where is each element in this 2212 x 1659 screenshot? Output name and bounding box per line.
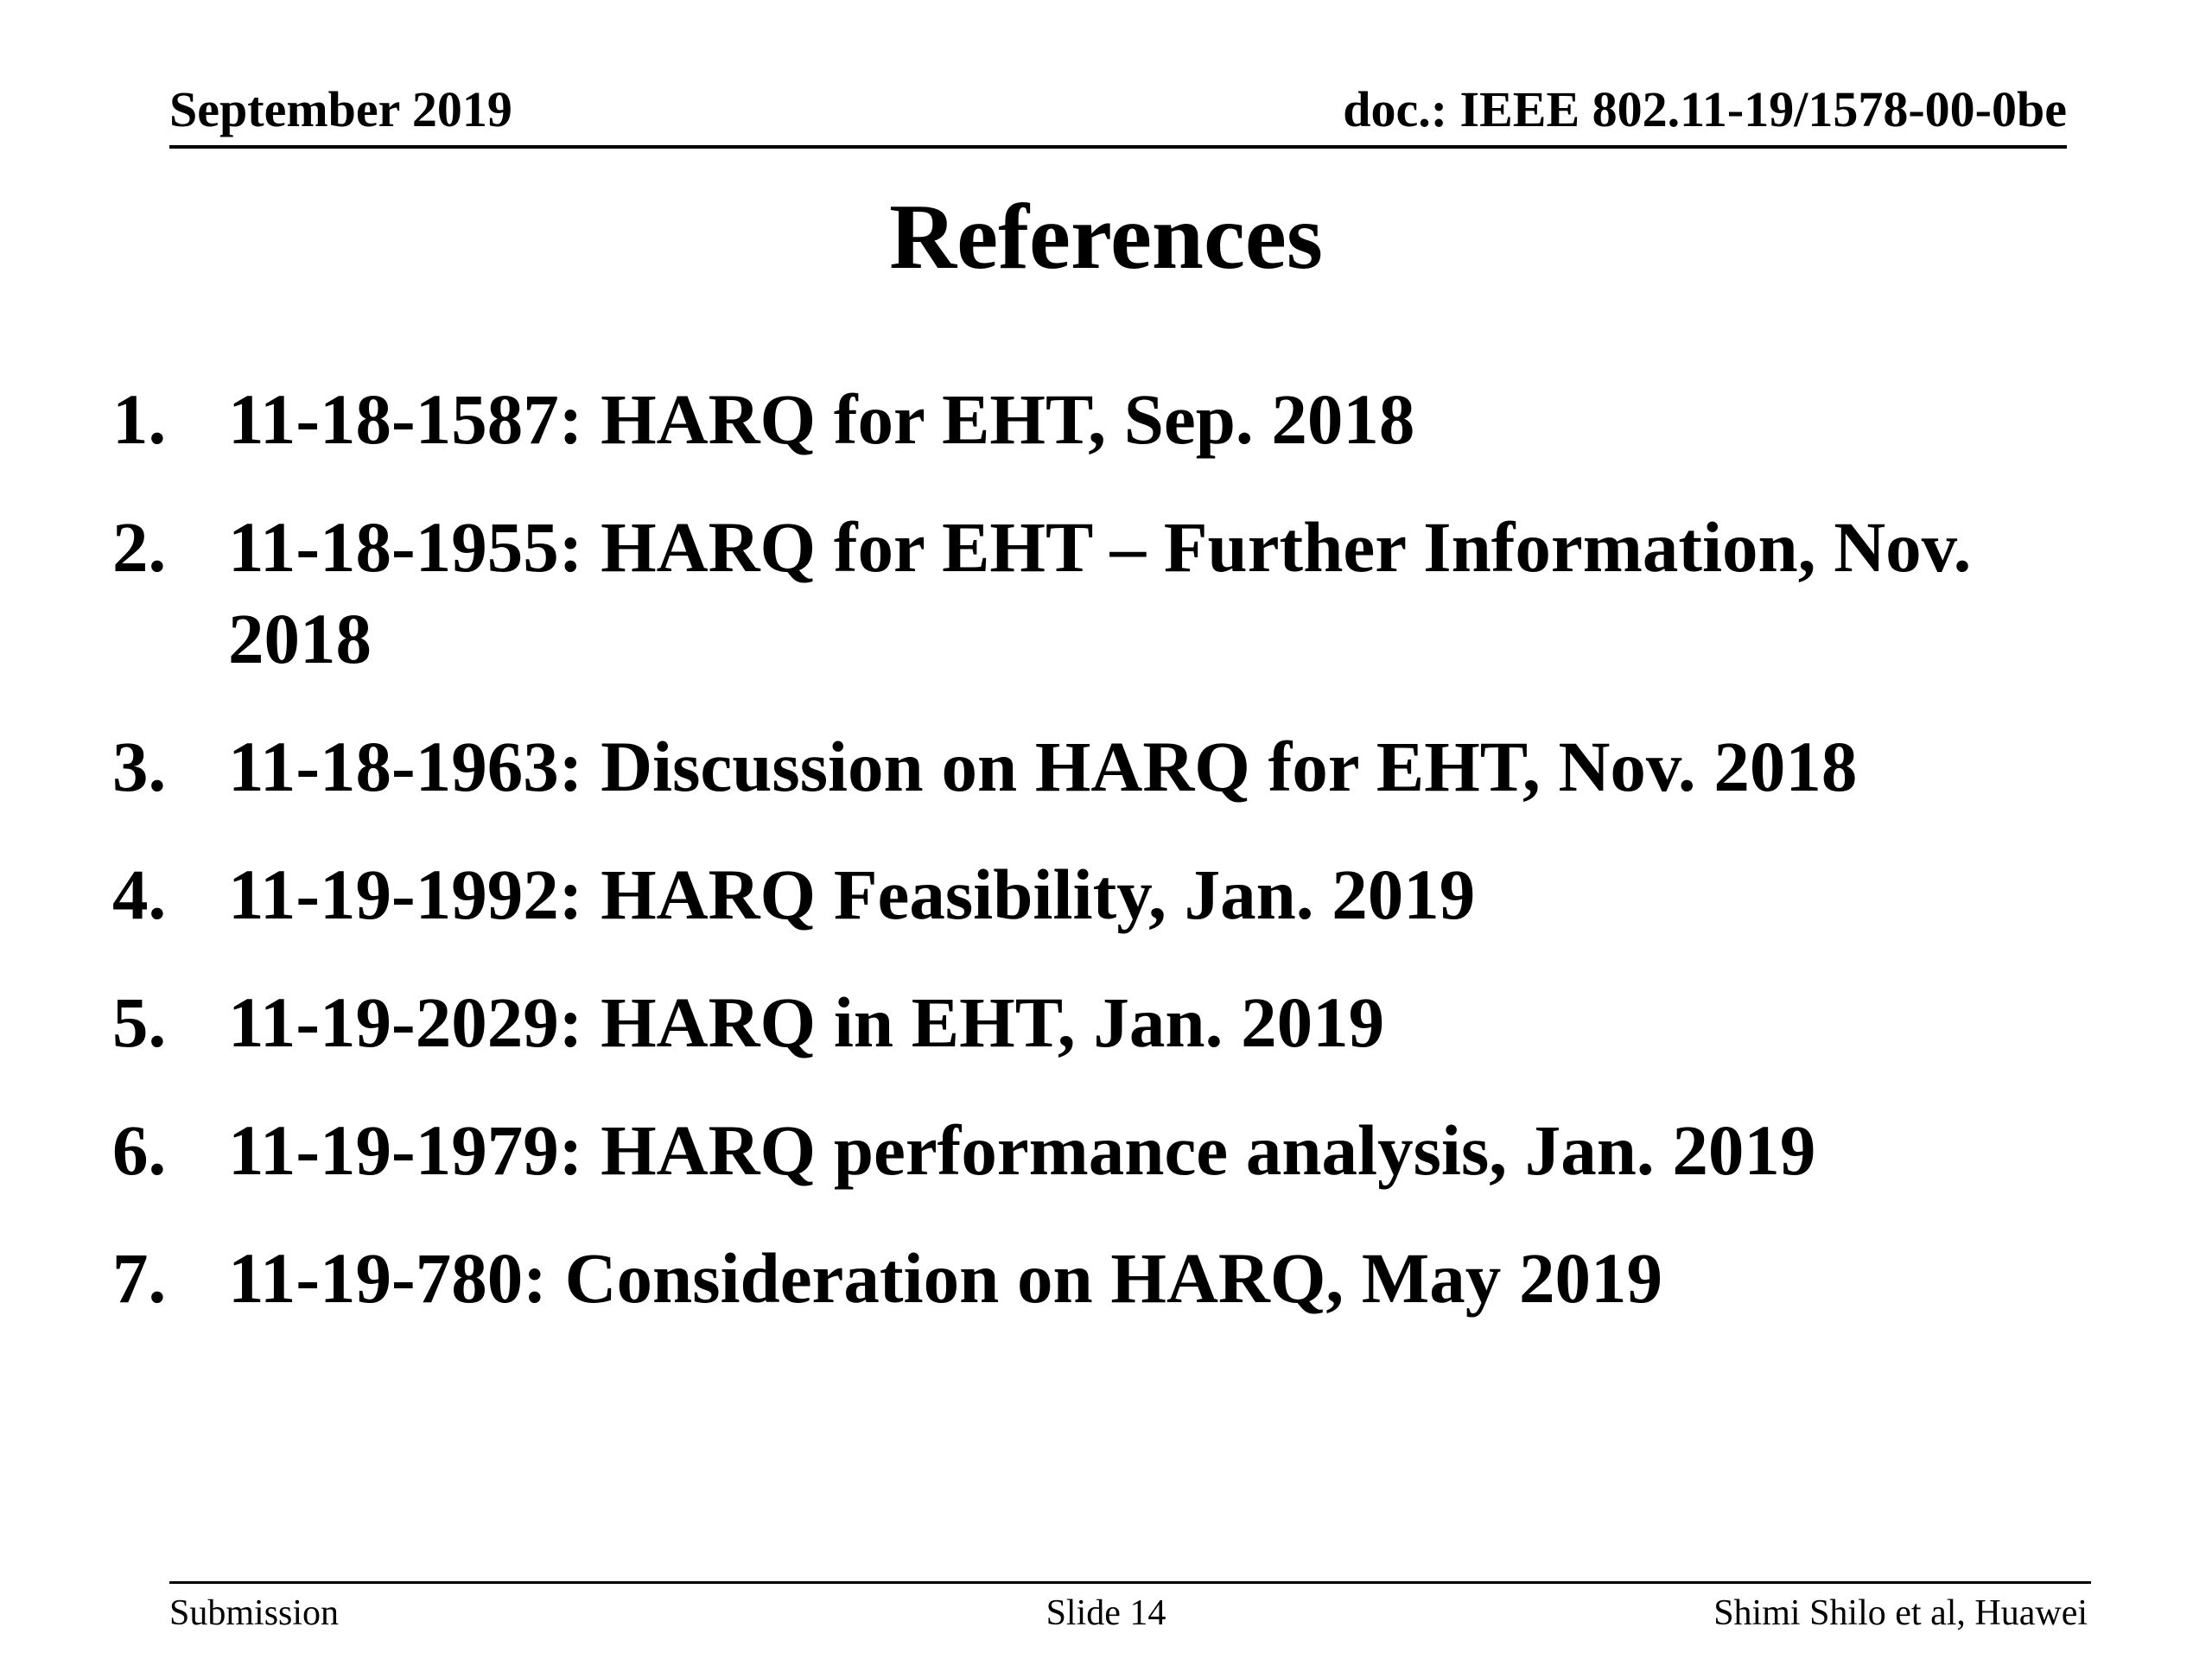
reference-item-1 <box>112 373 2091 465</box>
reference-list <box>112 373 2091 1360</box>
reference-text: 11-18-1963: Discussion on HARQ for EHT, Nov. 2018 <box>228 727 1858 806</box>
reference-text: 11-19-780: Consideration on HARQ, May 2019 <box>228 1238 1662 1318</box>
page-title: References <box>889 186 1323 289</box>
reference-text: 11-18-1587: HARQ for EHT, Sep. 2018 <box>228 379 1415 459</box>
reference-text: 11-19-1979: HARQ performance analysis, Jan. 2019 <box>228 1110 1816 1190</box>
reference-item-7 <box>112 1232 2091 1324</box>
footer-author: Shimi Shilo et al, Huawei <box>1713 1593 2088 1633</box>
reference-text: 11-18-1955: HARQ for EHT – Further Information, Nov. 2018 <box>228 507 1972 678</box>
reference-item-5 <box>112 976 2091 1068</box>
reference-item-6 <box>112 1104 2091 1196</box>
footer-divider <box>169 1581 2091 1584</box>
footer-slide-number: Slide 14 <box>1046 1593 1166 1633</box>
footer-submission: Submission <box>169 1593 340 1633</box>
header-date: September 2019 <box>169 81 512 137</box>
reference-number: 5. <box>112 982 167 1062</box>
reference-text: 11-19-1992: HARQ Feasibility, Jan. 2019 <box>228 855 1476 934</box>
reference-item-2 <box>112 501 2091 684</box>
reference-text: 11-19-2029: HARQ in EHT, Jan. 2019 <box>228 982 1385 1062</box>
reference-number: 1. <box>112 379 167 459</box>
reference-item-3 <box>112 721 2091 812</box>
reference-number: 4. <box>112 855 167 934</box>
reference-number: 7. <box>112 1238 167 1318</box>
reference-number: 2. <box>112 507 167 587</box>
reference-number: 3. <box>112 727 167 806</box>
reference-item-4 <box>112 849 2091 940</box>
reference-number: 6. <box>112 1110 167 1190</box>
header-divider <box>169 145 2067 149</box>
header-doc-id: doc.: IEEE 802.11-19/1578-00-0be <box>1343 81 2067 137</box>
